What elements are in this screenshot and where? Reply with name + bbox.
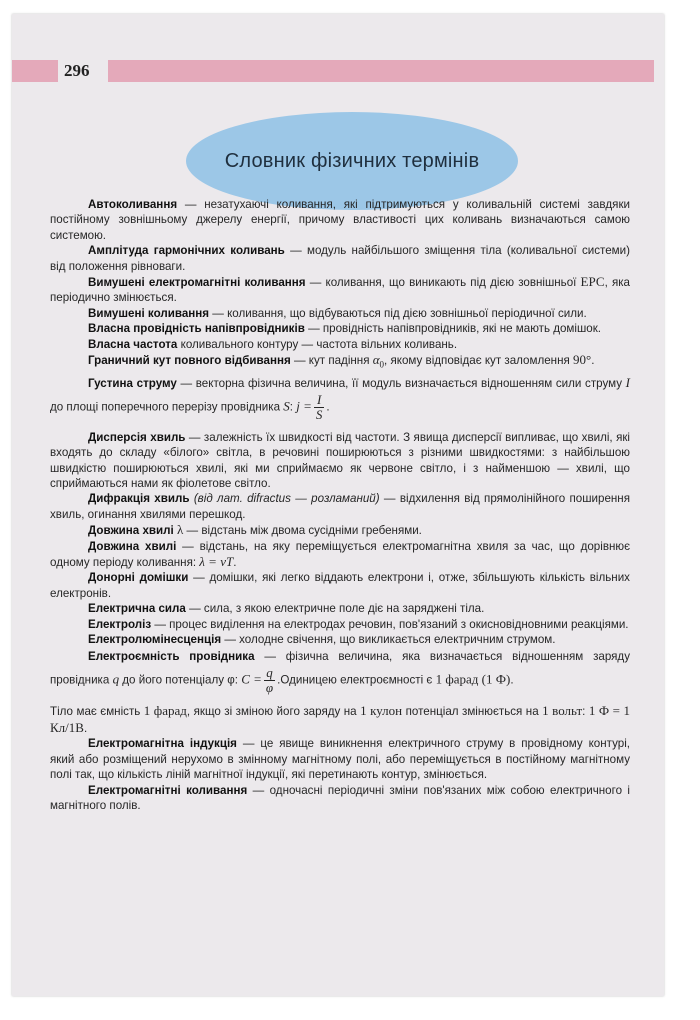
definition: до його потенціалу φ: [119,674,242,688]
definition: , якому відповідає кут заломлення [384,354,573,368]
term: Граничний кут повного відбивання [88,354,291,368]
definition: — відхилення від прямолінійного поширення хвиль, огинання хвилями перешкод. [50,492,630,521]
definition: — холодне свічення, що викликається електричним струмом. [221,633,556,647]
term: Власна частота [88,337,178,351]
definition: — відстань, на яку переміщується електромагнітна хвиля за час, що дорівнює одному періоду коливання: [50,539,631,570]
term: Донорні домішки [88,571,189,585]
term: Власна провідність напівпровідників [88,322,305,336]
page-number: 296 [64,61,90,80]
definition: .Одиницею електроємності є [277,674,436,688]
term: Амплітуда гармонічних коливань [88,244,285,258]
definition: : [289,400,297,414]
term: Дифракція хвиль [88,492,190,506]
definition: — коливання, що відбуваються під дією зовнішньої періодичної сили. [209,306,587,320]
entry-forced-oscillations [50,306,630,321]
formula: 1 Ф = 1 Кл/1В [50,703,630,735]
definition: — це явище виникнення електричного струму в провідному контурі, який або розміщений нерухомо в змінному магнітному полі, або переміщується в постійному магнітному полі так, що кількість ліній магнітної індукції, які перетинають контур, змінюється. [50,737,630,782]
entry-dispersion [50,430,630,492]
glossary-content [50,197,630,813]
area-symbol: S [283,398,290,414]
definition: . [326,400,330,414]
term: Дисперсія хвиль [88,430,186,444]
term: Довжина хвилі [88,539,177,553]
entry-critical-angle [50,352,630,373]
alpha-subscript: 0 [379,359,385,370]
definition: коливального контуру — частота вільних коливань. [177,337,458,351]
angle-value: 90° [572,352,592,368]
title-ellipse [186,112,518,210]
text: , якщо зі зміною його заряду на [186,705,361,719]
definition: до площі поперечного перерізу провідника [50,400,284,414]
entry-autooscillations [50,197,630,243]
formula-lhs: C = [241,672,262,688]
fraction [314,393,325,422]
term: Густина струму [88,376,177,390]
entry-forced-em-oscillations [50,274,630,306]
entry-farad-explanation [50,703,630,736]
text: . [83,721,88,735]
definition: — фізична величина, яка визначається відношенням заряду провідника [50,650,630,688]
term: Довжина хвилі [88,524,174,538]
entry-em-induction [50,736,630,782]
emf-symbol: ЕРС [580,274,605,290]
definition: — кут падіння [290,354,373,368]
term: Вимушені коливання [88,306,210,320]
term: Електрична сила [88,602,186,616]
entry-wavelength-1 [50,522,630,538]
text: потенціал змінюється на [402,705,543,719]
definition: . [510,674,514,688]
definition: — відстань між двома сусідніми гребенями. [183,524,422,538]
definition: . [591,354,595,368]
value: 1 кулон [360,703,403,719]
denominator: S [315,406,323,422]
term: Електролюмінесценція [88,633,222,647]
value: 1 фарад [143,703,187,719]
unit-value: 1 фарад (1 Ф) [435,672,511,688]
term: Вимушені електромагнітні коливання [88,276,306,290]
page-title: Словник фізичних термінів [224,149,480,172]
definition: , яка періодично змінюється. [50,276,630,305]
term: Автоколивання [88,198,178,211]
value: 1 вольт [542,703,583,719]
definition: — одночасні періодичні зміни пов'язаних між собою електричного і магнітного полів. [50,783,630,812]
term: Електромагнітна індукція [88,737,237,751]
alpha-symbol: α [372,352,380,368]
entry-electric-force [50,601,630,616]
denominator: φ [265,680,274,696]
definition: — провідність напівпровідників, які не мають домішок. [304,322,602,336]
entry-electrolysis [50,617,630,632]
definition: — залежність їх швидкості від частоти. З явища дисперсії випливає, що хвилі, які входять до складу «білого» світла, в речовині поширюються з різними швидкостями: з найбільшою швидкістю поширюються хвилі, які ми сприймаємо як червоне світло, і з найменшою — хвилі, що сприймаються нами як фіолетове світло. [50,430,631,490]
numerator: q [264,666,275,681]
entry-amplitude [50,243,630,274]
numerator: I [314,393,325,408]
definition: — модуль найбільшого зміщення тіла (коливальної системи) від положення рівноваги. [50,244,630,273]
charge-symbol: q [112,672,120,688]
formula-lhs: j = [296,398,312,414]
text: : [582,705,589,719]
formula: λ = vT [199,554,234,570]
definition: . [233,556,237,570]
entry-em-oscillations [50,783,630,814]
current-symbol: I [625,374,631,390]
entry-natural-frequency [50,337,630,352]
etymology: (від лат. difractus — розламаний) [189,492,380,506]
header-band-left [12,60,58,82]
definition: — процес виділення на електродах речовин, пов'язаний з окисновідновними реакціями. [151,617,629,631]
term: Електромагнітні коливання [88,783,248,797]
definition: — незатухаючі коливання, які підтримуються у коливальній системі завдяки постійному зовнішньому джерелу енергії, причому властивості цих коливань визначаються самою системою. [50,198,630,242]
entry-donor-impurities [50,570,630,601]
term: Електроліз [88,617,152,631]
term: Електроємність провідника [88,650,255,664]
definition: — векторна фізична величина, її модуль визначається відношенням сили струму [176,376,626,390]
entry-intrinsic-conductivity [50,321,630,336]
entry-wavelength-2 [50,539,630,571]
entry-electroluminescence [50,632,630,647]
fraction [264,666,275,695]
entry-current-density [50,373,630,422]
definition: — домішки, які легко віддають електрони і, отже, збільшують кількість вільних електронів. [50,571,630,600]
definition: — сила, з якою електричне поле діє на заряджені тіла. [185,602,485,616]
entry-diffraction [50,491,630,522]
header-band-right [108,60,654,82]
text: Тіло має ємність [50,705,144,719]
definition: — коливання, що виникають під дією зовнішньої [305,276,581,290]
entry-capacitance [50,647,630,695]
lambda-symbol: λ [173,522,184,538]
